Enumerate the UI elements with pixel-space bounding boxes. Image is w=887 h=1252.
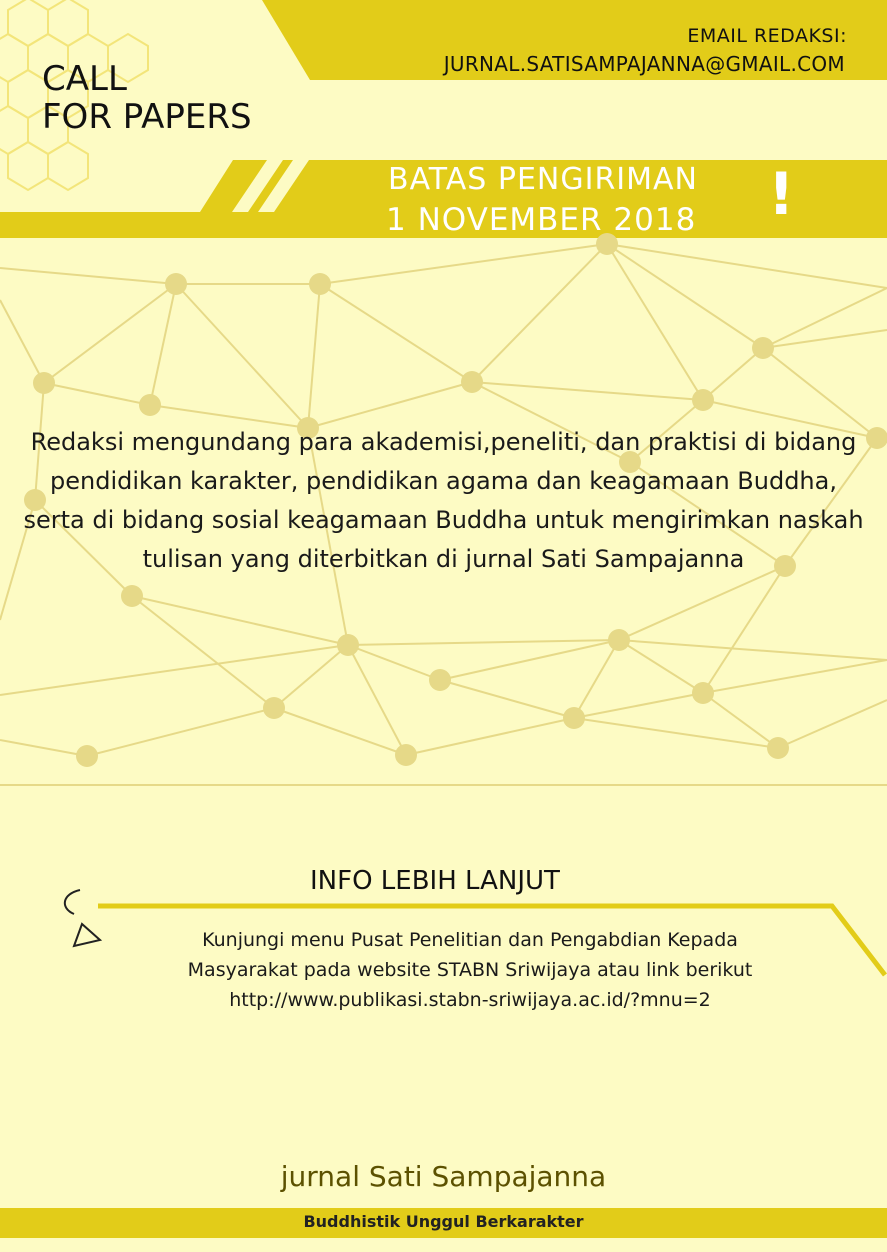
journal-name: jurnal Sati Sampajanna bbox=[280, 1160, 607, 1193]
intro-paragraph: Redaksi mengundang para akademisi,peneliti, dan praktisi di bidang pendidikan karakter, pendidikan agama dan keagamaan Buddha, serta di bidang sosial keagamaan Buddha untuk mengirimkan naskah tulisan yang diterbitkan di jurnal Sati Sampajanna bbox=[23, 428, 864, 573]
title-line-1: CALL bbox=[42, 59, 127, 99]
info-body bbox=[120, 925, 820, 1015]
info-heading: INFO LEBIH LANJUT bbox=[310, 866, 560, 896]
email-label: EMAIL REDAKSI: bbox=[687, 25, 847, 47]
info-line-2: Masyarakat pada website STABN Sriwijaya atau link berikut bbox=[187, 959, 753, 981]
deadline-date: 1 NOVEMBER 2018 bbox=[386, 202, 697, 238]
pointer-icon bbox=[65, 890, 100, 946]
title-line-2: FOR PAPERS bbox=[42, 97, 252, 137]
exclamation-icon: ! bbox=[768, 160, 795, 228]
footer-tagline: Buddhistik Unggul Berkarakter bbox=[303, 1212, 584, 1231]
info-line-1: Kunjungi menu Pusat Penelitian dan Pengabdian Kepada bbox=[202, 929, 738, 951]
email-address: JURNAL.SATISAMPAJANNA@GMAIL.COM bbox=[443, 52, 845, 76]
call-for-papers-title bbox=[42, 60, 252, 136]
info-link[interactable]: http://www.publikasi.stabn-sriwijaya.ac.id/?mnu=2 bbox=[229, 989, 711, 1011]
deadline-label: BATAS PENGIRIMAN bbox=[388, 162, 698, 197]
